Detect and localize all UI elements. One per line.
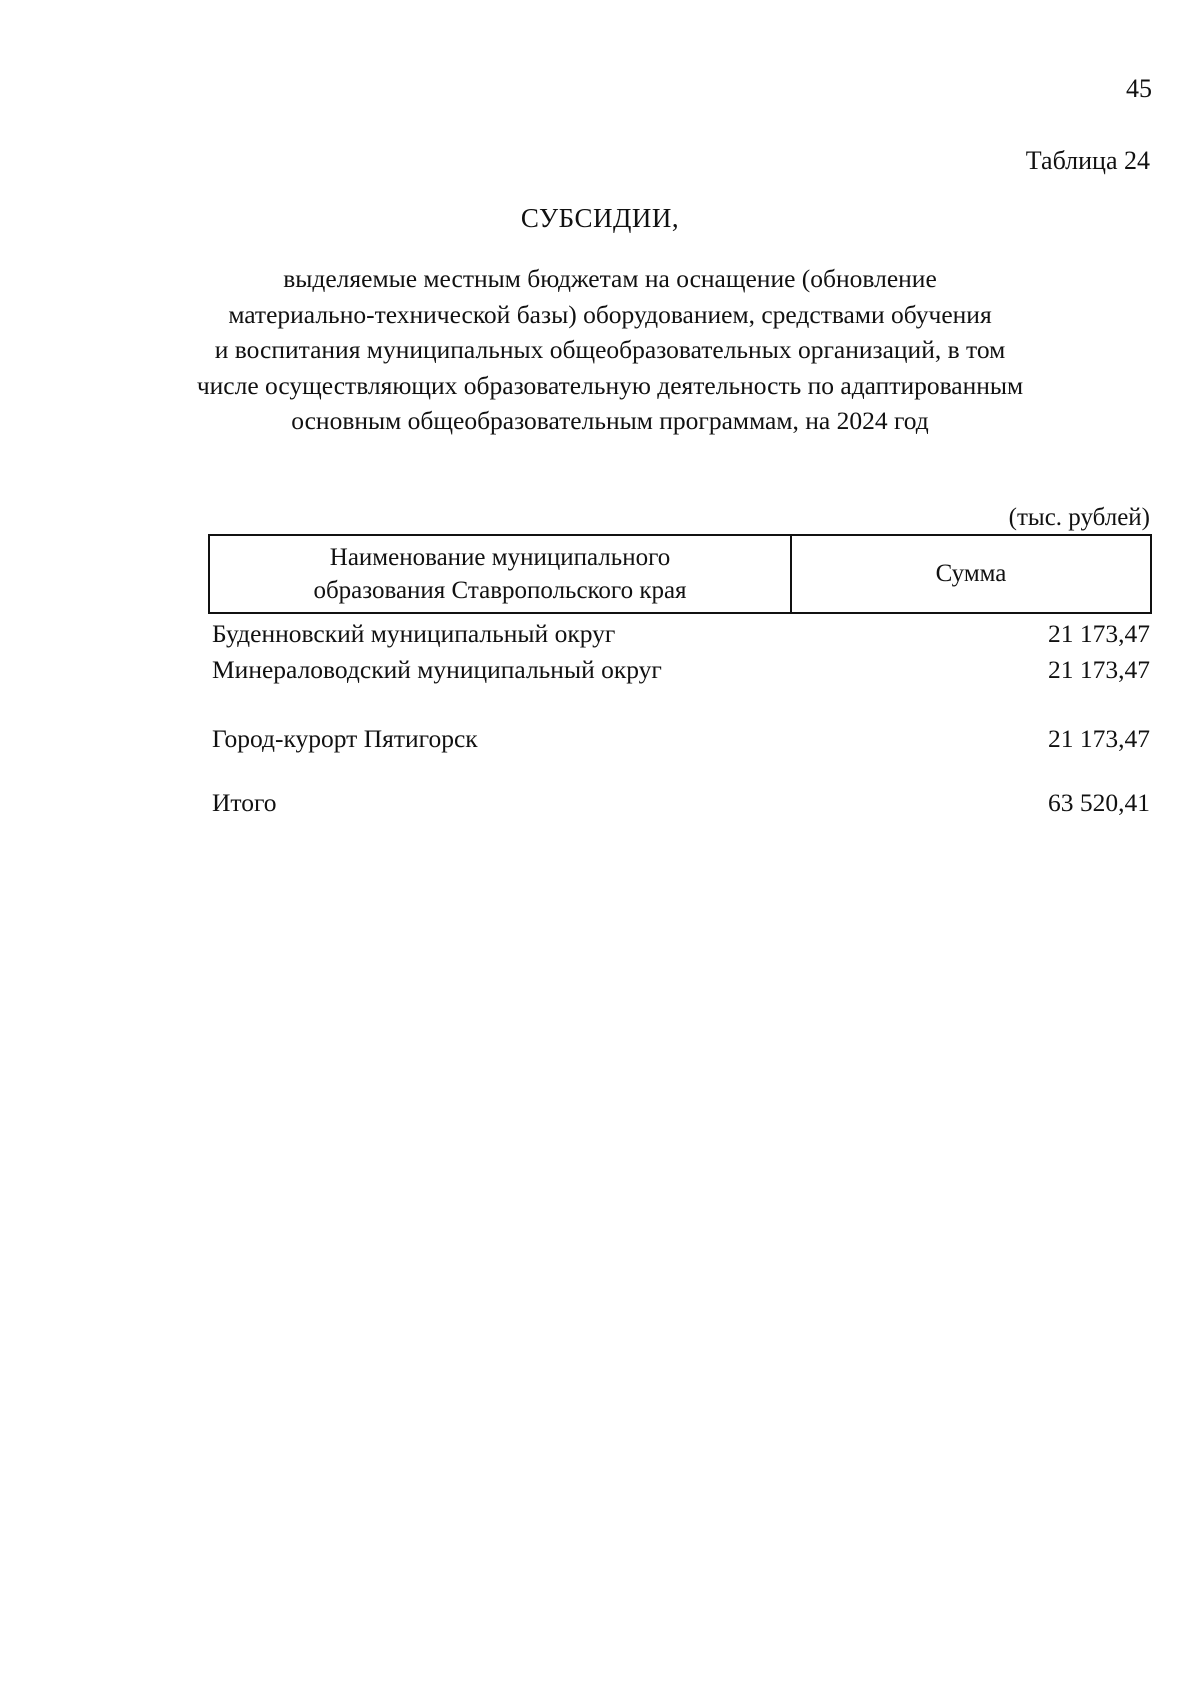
total-label: Итого: [212, 788, 277, 817]
subtitle-line: материально-технической базы) оборудованием, средствами обучения: [228, 299, 992, 329]
row-sum: 21 173,47: [1048, 619, 1150, 648]
table-header: [208, 534, 1152, 614]
total-sum: 63 520,41: [1048, 788, 1150, 817]
header-sum: Сумма: [935, 560, 1007, 587]
row-name: Город-курорт Пятигорск: [212, 724, 478, 753]
row-name: Буденновский муниципальный округ: [212, 619, 616, 648]
table-label: Таблица 24: [1025, 146, 1150, 175]
subtitle-line: числе осуществляющих образовательную деятельность по адаптированным: [196, 370, 1024, 400]
subtitle-line: основным общеобразовательным программам, на 2024 год: [291, 406, 929, 435]
header-municipality-name: Наименование муниципального образования Ставропольского края: [210, 536, 792, 612]
row-sum: 21 173,47: [1048, 655, 1150, 684]
unit-label: (тыс. рублей): [1008, 504, 1150, 531]
table-row: [212, 724, 1150, 754]
table-row: [212, 619, 1150, 649]
subtitle-line: и воспитания муниципальных общеобразовательных организаций, в том: [214, 335, 1006, 364]
table-row: [212, 655, 1150, 685]
document-subtitle: [170, 261, 1050, 439]
row-name: Минераловодский муниципальный округ: [212, 655, 662, 684]
document-title: СУБСИДИИ,: [520, 203, 680, 233]
total-row: [212, 788, 1150, 818]
page-number: 45: [1126, 74, 1152, 103]
row-sum: 21 173,47: [1048, 724, 1150, 753]
subtitle-line: выделяемые местным бюджетам на оснащение (обновление: [283, 264, 937, 293]
